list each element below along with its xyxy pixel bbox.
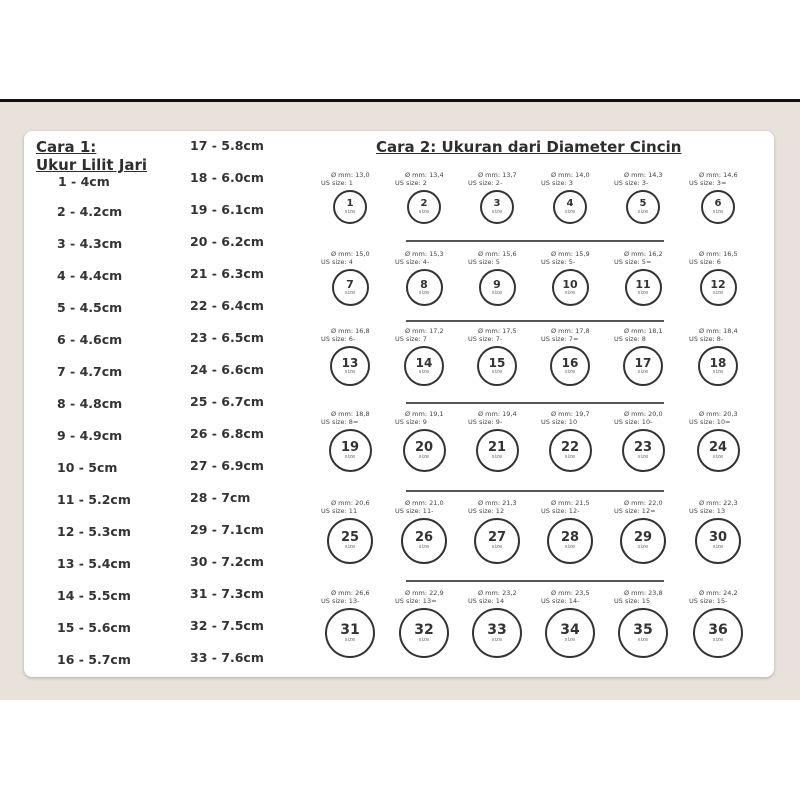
circumference-entry: 7 - 4.7cm: [57, 364, 123, 379]
circumference-entry: 9 - 4.9cm: [57, 428, 123, 443]
circumference-entry: 4 - 4.4cm: [57, 268, 123, 283]
ring-size-cell: [541, 327, 599, 375]
us-size-label: US size: 5-: [541, 257, 576, 266]
ring-size-caption: size: [418, 208, 430, 215]
ring-circle: [407, 190, 441, 224]
us-size-label: US size: 9: [395, 417, 427, 426]
circumference-entry: 1 - 4cm: [58, 174, 110, 189]
ring-circle: [700, 269, 737, 306]
ring-size-number: 14: [415, 355, 433, 370]
us-size-label: US size: 13=: [395, 596, 437, 605]
us-size-label: US size: 11-: [395, 506, 434, 515]
ring-size-cell: [395, 410, 453, 460]
ring-circle: [474, 518, 520, 564]
circumference-entry: 17 - 5.8cm: [190, 138, 264, 153]
diameter-label: Ø mm: 17,5: [478, 327, 517, 335]
ring-size-number: 26: [414, 530, 434, 546]
ring-size-cell: [321, 499, 379, 551]
ring-circle: [404, 346, 444, 386]
circumference-entry: 29 - 7.1cm: [190, 522, 264, 537]
ring-size-number: 2: [420, 197, 428, 209]
circumference-entry: 33 - 7.6cm: [190, 650, 264, 665]
us-size-label: US size: 7-: [468, 334, 503, 343]
circumference-entry: 11 - 5.2cm: [57, 492, 131, 507]
circumference-entry: 14 - 5.5cm: [57, 588, 131, 603]
ring-circle: [626, 190, 660, 224]
ring-size-number: 30: [708, 530, 728, 546]
diameter-label: Ø mm: 13,7: [478, 171, 517, 179]
diameter-label: Ø mm: 20,0: [624, 410, 663, 418]
us-size-label: US size: 5: [468, 257, 500, 266]
ring-size-cell: [395, 171, 453, 215]
us-size-label: US size: 14-: [541, 596, 580, 605]
diameter-label: Ø mm: 21,0: [405, 499, 444, 507]
ring-size-caption: size: [564, 544, 576, 551]
ring-size-cell: [395, 499, 453, 551]
ring-size-cell: [541, 499, 599, 551]
circumference-entry: 32 - 7.5cm: [190, 618, 264, 633]
diameter-label: Ø mm: 15,3: [405, 250, 444, 258]
ring-size-cell: [541, 410, 599, 460]
circumference-entry: 23 - 6.5cm: [190, 330, 264, 345]
ring-size-cell: [614, 410, 672, 460]
ring-size-cell: [468, 410, 526, 460]
ring-size-caption: size: [344, 636, 356, 643]
diameter-label: Ø mm: 19,7: [551, 410, 590, 418]
ring-size-caption: size: [344, 544, 356, 551]
ring-circle: [325, 608, 375, 658]
us-size-label: US size: 12-: [541, 506, 580, 515]
ring-circle: [401, 518, 447, 564]
ring-circle: [697, 429, 740, 472]
ring-size-caption: size: [564, 368, 576, 375]
us-size-label: US size: 8-: [689, 334, 724, 343]
ring-size-cell: [689, 327, 747, 375]
us-size-label: US size: 12=: [614, 506, 656, 515]
ring-size-caption: size: [712, 453, 724, 460]
ring-circle: [622, 429, 665, 472]
ring-size-caption: size: [418, 368, 430, 375]
circumference-entry: 6 - 4.6cm: [57, 332, 123, 347]
ring-size-caption: size: [712, 289, 724, 296]
circumference-entry: 16 - 5.7cm: [57, 652, 131, 667]
ring-size-cell: [689, 499, 747, 551]
ring-circle: [549, 429, 592, 472]
ring-circle: [479, 269, 516, 306]
ring-size-cell: [321, 327, 379, 375]
us-size-label: US size: 13-: [321, 596, 360, 605]
circumference-entry: 13 - 5.4cm: [57, 556, 131, 571]
ring-size-caption: size: [564, 636, 576, 643]
diameter-label: Ø mm: 19,1: [405, 410, 444, 418]
diameter-label: Ø mm: 13,0: [331, 171, 370, 179]
ring-size-number: 35: [633, 621, 653, 638]
us-size-label: US size: 15: [614, 596, 651, 605]
ring-circle: [623, 346, 663, 386]
ring-size-number: 20: [414, 439, 434, 455]
ring-size-caption: size: [491, 289, 503, 296]
ring-circle: [553, 190, 587, 224]
us-size-label: US size: 10=: [689, 417, 731, 426]
diameter-label: Ø mm: 23,8: [624, 589, 663, 597]
ring-size-number: 11: [635, 277, 651, 291]
ring-size-cell: [541, 250, 599, 296]
ring-size-cell: [689, 250, 747, 296]
ring-size-number: 13: [341, 355, 359, 370]
ring-size-number: 25: [340, 530, 360, 546]
ring-circle: [403, 429, 446, 472]
ring-size-number: 16: [561, 355, 579, 370]
us-size-label: US size: 15-: [689, 596, 728, 605]
ring-size-caption: size: [418, 636, 430, 643]
ring-size-caption: size: [564, 289, 576, 296]
circumference-entry: 3 - 4.3cm: [57, 236, 123, 251]
ring-circle: [477, 346, 517, 386]
ring-circle: [399, 608, 449, 658]
diameter-label: Ø mm: 20,3: [699, 410, 738, 418]
us-size-label: US size: 1: [321, 178, 353, 187]
us-size-label: US size: 5=: [614, 257, 652, 266]
ring-size-number: 7: [346, 277, 354, 291]
us-size-label: US size: 2: [395, 178, 427, 187]
ring-circle: [552, 269, 589, 306]
ring-size-number: 9: [493, 277, 501, 291]
us-size-label: US size: 7=: [541, 334, 579, 343]
ring-size-caption: size: [637, 544, 649, 551]
ring-size-cell: [321, 171, 379, 215]
ring-size-cell: [614, 589, 672, 643]
ring-circle: [472, 608, 522, 658]
diameter-label: Ø mm: 19,4: [478, 410, 517, 418]
ring-circle: [550, 346, 590, 386]
ring-size-caption: size: [637, 368, 649, 375]
circumference-entry: 8 - 4.8cm: [57, 396, 123, 411]
circumference-entry: 25 - 6.7cm: [190, 394, 264, 409]
ring-size-number: 1: [346, 197, 354, 209]
ring-circle: [701, 190, 735, 224]
ring-size-caption: size: [564, 208, 576, 215]
ring-size-caption: size: [418, 289, 430, 296]
ring-size-caption: size: [712, 208, 724, 215]
diameter-label: Ø mm: 21,5: [551, 499, 590, 507]
ring-size-caption: size: [564, 453, 576, 460]
circumference-entry: 24 - 6.6cm: [190, 362, 264, 377]
ring-circle: [332, 269, 369, 306]
ring-size-caption: size: [712, 636, 724, 643]
us-size-label: US size: 8: [614, 334, 646, 343]
ring-circle: [547, 518, 593, 564]
circumference-entry: 19 - 6.1cm: [190, 202, 264, 217]
us-size-label: US size: 11: [321, 506, 358, 515]
ring-size-number: 31: [340, 621, 360, 638]
ring-size-number: 28: [560, 530, 580, 546]
circumference-entry: 10 - 5cm: [57, 460, 118, 475]
ring-size-number: 12: [710, 277, 726, 291]
us-size-label: US size: 8=: [321, 417, 359, 426]
circumference-entry: 26 - 6.8cm: [190, 426, 264, 441]
ring-size-number: 21: [487, 439, 507, 455]
diameter-label: Ø mm: 20,6: [331, 499, 370, 507]
ring-size-cell: [321, 589, 379, 643]
ring-size-number: 19: [340, 439, 360, 455]
ring-size-number: 32: [414, 621, 434, 638]
diameter-label: Ø mm: 21,3: [478, 499, 517, 507]
row-divider: [406, 402, 664, 404]
ring-size-cell: [468, 589, 526, 643]
circumference-entry: 30 - 7.2cm: [190, 554, 264, 569]
ring-size-cell: [614, 499, 672, 551]
diameter-label: Ø mm: 22,0: [624, 499, 663, 507]
circumference-entry: 22 - 6.4cm: [190, 298, 264, 313]
ring-size-number: 24: [708, 439, 728, 455]
circumference-entry: 12 - 5.3cm: [57, 524, 131, 539]
ring-size-caption: size: [344, 368, 356, 375]
us-size-label: US size: 6: [689, 257, 721, 266]
ring-size-caption: size: [344, 453, 356, 460]
ring-size-number: 23: [633, 439, 653, 455]
ring-circle: [625, 269, 662, 306]
ring-size-cell: [395, 250, 453, 296]
ring-size-number: 3: [493, 197, 501, 209]
circumference-entry: 2 - 4.2cm: [57, 204, 123, 219]
circumference-entry: 31 - 7.3cm: [190, 586, 264, 601]
ring-size-number: 29: [633, 530, 653, 546]
circumference-entry: 28 - 7cm: [190, 490, 251, 505]
circumference-entry: 21 - 6.3cm: [190, 266, 264, 281]
ring-size-caption: size: [344, 289, 356, 296]
ring-size-cell: [468, 250, 526, 296]
diameter-label: Ø mm: 18,4: [699, 327, 738, 335]
ring-size-cell: [468, 171, 526, 215]
method1-subtitle: Ukur Lilit Jari: [36, 156, 148, 174]
ring-size-number: 17: [634, 355, 652, 370]
diameter-label: Ø mm: 13,4: [405, 171, 444, 179]
row-divider: [406, 580, 664, 582]
row-divider: [406, 320, 664, 322]
diameter-label: Ø mm: 24,2: [699, 589, 738, 597]
circumference-entry: 5 - 4.5cm: [57, 300, 123, 315]
ring-size-caption: size: [712, 544, 724, 551]
us-size-label: US size: 14: [468, 596, 505, 605]
ring-size-caption: size: [344, 208, 356, 215]
ring-size-number: 36: [708, 621, 728, 638]
ring-size-number: 34: [560, 621, 580, 638]
method1-title: Cara 1:: [36, 138, 97, 156]
us-size-label: US size: 3=: [689, 178, 727, 187]
ring-size-cell: [689, 589, 747, 643]
ring-circle: [329, 429, 372, 472]
row-divider: [406, 240, 664, 242]
circumference-entry: 27 - 6.9cm: [190, 458, 264, 473]
ring-circle: [333, 190, 367, 224]
ring-size-caption: size: [637, 636, 649, 643]
ring-size-caption: size: [637, 453, 649, 460]
circumference-entry: 18 - 6.0cm: [190, 170, 264, 185]
ring-size-caption: size: [491, 453, 503, 460]
us-size-label: US size: 3-: [614, 178, 649, 187]
diameter-label: Ø mm: 14,6: [699, 171, 738, 179]
us-size-label: US size: 2-: [468, 178, 503, 187]
ring-size-number: 15: [488, 355, 506, 370]
ring-size-number: 22: [560, 439, 580, 455]
ring-circle: [330, 346, 370, 386]
ring-size-cell: [321, 250, 379, 296]
ring-size-cell: [541, 171, 599, 215]
diameter-label: Ø mm: 16,8: [331, 327, 370, 335]
us-size-label: US size: 13: [689, 506, 726, 515]
ring-circle: [698, 346, 738, 386]
diameter-label: Ø mm: 15,0: [331, 250, 370, 258]
ring-size-cell: [541, 589, 599, 643]
ring-size-caption: size: [491, 636, 503, 643]
us-size-label: US size: 4: [321, 257, 353, 266]
diameter-label: Ø mm: 23,2: [478, 589, 517, 597]
us-size-label: US size: 4-: [395, 257, 430, 266]
ring-size-caption: size: [491, 368, 503, 375]
us-size-label: US size: 7: [395, 334, 427, 343]
us-size-label: US size: 6-: [321, 334, 356, 343]
ring-size-cell: [395, 589, 453, 643]
ring-size-number: 4: [566, 197, 574, 209]
ring-circle: [480, 190, 514, 224]
diameter-label: Ø mm: 17,2: [405, 327, 444, 335]
diameter-label: Ø mm: 18,8: [331, 410, 370, 418]
diameter-label: Ø mm: 16,5: [699, 250, 738, 258]
ring-size-caption: size: [418, 453, 430, 460]
diameter-label: Ø mm: 22,3: [699, 499, 738, 507]
ring-size-cell: [468, 327, 526, 375]
ring-circle: [327, 518, 373, 564]
row-divider: [406, 490, 664, 492]
diameter-label: Ø mm: 26,6: [331, 589, 370, 597]
ring-circle: [476, 429, 519, 472]
ring-size-cell: [614, 250, 672, 296]
diameter-label: Ø mm: 23,5: [551, 589, 590, 597]
ring-size-number: 27: [487, 530, 507, 546]
ring-size-caption: size: [491, 208, 503, 215]
ring-size-caption: size: [491, 544, 503, 551]
ring-size-cell: [321, 410, 379, 460]
ring-size-cell: [614, 327, 672, 375]
ring-circle: [618, 608, 668, 658]
ring-circle: [695, 518, 741, 564]
diameter-label: Ø mm: 16,2: [624, 250, 663, 258]
ring-size-number: 10: [562, 277, 578, 291]
ring-size-caption: size: [637, 289, 649, 296]
diameter-label: Ø mm: 18,1: [624, 327, 663, 335]
us-size-label: US size: 3: [541, 178, 573, 187]
ring-size-caption: size: [712, 368, 724, 375]
method2-title: Cara 2: Ukuran dari Diameter Cincin: [376, 138, 682, 156]
ring-size-caption: size: [418, 544, 430, 551]
diameter-label: Ø mm: 17,8: [551, 327, 590, 335]
ring-size-cell: [689, 410, 747, 460]
ring-size-cell: [468, 499, 526, 551]
ring-size-number: 18: [709, 355, 727, 370]
ring-size-number: 8: [420, 277, 428, 291]
ring-size-cell: [395, 327, 453, 375]
ring-circle: [620, 518, 666, 564]
diameter-label: Ø mm: 14,3: [624, 171, 663, 179]
diameter-label: Ø mm: 14,0: [551, 171, 590, 179]
circumference-entry: 15 - 5.6cm: [57, 620, 131, 635]
ring-size-cell: [689, 171, 747, 215]
ring-size-number: 33: [487, 621, 507, 638]
ring-circle: [545, 608, 595, 658]
ring-circle: [406, 269, 443, 306]
us-size-label: US size: 10-: [614, 417, 653, 426]
diameter-label: Ø mm: 22,9: [405, 589, 444, 597]
ring-circle: [693, 608, 743, 658]
us-size-label: US size: 10: [541, 417, 578, 426]
us-size-label: US size: 12: [468, 506, 505, 515]
circumference-entry: 20 - 6.2cm: [190, 234, 264, 249]
diameter-label: Ø mm: 15,6: [478, 250, 517, 258]
ring-size-caption: size: [637, 208, 649, 215]
ring-size-number: 6: [714, 197, 722, 209]
us-size-label: US size: 9-: [468, 417, 503, 426]
ring-size-number: 5: [639, 197, 647, 209]
ring-size-cell: [614, 171, 672, 215]
diameter-label: Ø mm: 15,9: [551, 250, 590, 258]
